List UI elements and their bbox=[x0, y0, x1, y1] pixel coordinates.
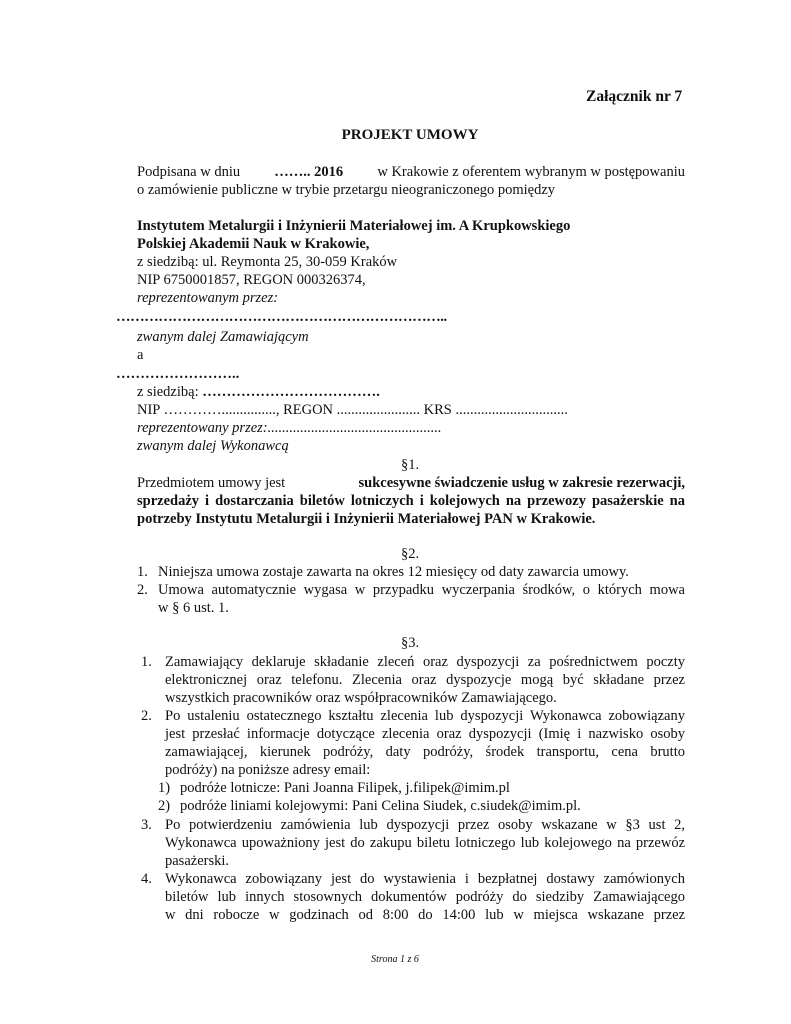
section-1-bold-start: sukcesywne świadczenie usług w zakresie rezerwacji, bbox=[358, 475, 685, 491]
sec2-item-2-line-2: w § 6 ust. 1. bbox=[158, 600, 229, 616]
attachment-label: Załącznik nr 7 bbox=[586, 88, 683, 105]
section-1-line-2: sprzedaży i dostarczania biletów lotniczych i kolejowych na przewozy pasażerskie na bbox=[137, 493, 685, 509]
page-number: Strona 1 z 6 bbox=[371, 954, 419, 965]
sec2-item-2-line-1: Umowa automatycznie wygasa w przypadku wyczerpania środków, o których mowa bbox=[158, 582, 685, 598]
sec3-item-2-line-4: podróży) na poniższe adresy email: bbox=[165, 762, 371, 778]
party1-represented: reprezentowanym przez: bbox=[137, 290, 279, 306]
sec3-item-3-line-3: pasażerski. bbox=[165, 853, 230, 869]
party1-rep-dots: …………………………………………………………….. bbox=[116, 309, 447, 325]
party2-represented: reprezentowany przez:................................................ bbox=[137, 420, 442, 436]
section-2-heading: §2. bbox=[400, 546, 420, 562]
sec3-subitem-1-text: podróże lotnicze: Pani Joanna Filipek, j.filipek@imim.pl bbox=[180, 780, 510, 796]
sec3-item-3-num: 3. bbox=[141, 817, 152, 833]
sec3-item-4-num: 4. bbox=[141, 871, 152, 887]
intro-line-2: o zamówienie publiczne w trybie przetargu nieograniczonego pomiędzy bbox=[137, 182, 556, 198]
party2-address-dots: ………………………………. bbox=[202, 384, 380, 400]
sec2-item-1-num: 1. bbox=[137, 564, 148, 580]
section-1-line-1 bbox=[137, 475, 685, 492]
party2-called: zwanym dalej Wykonawcą bbox=[137, 438, 289, 454]
sec3-item-4-line-2: biletów lub innych stosownych dokumentów podróży do siedziby Zamawiającego bbox=[165, 889, 685, 905]
sec3-item-1-line-1: Zamawiający deklaruje składanie zleceń oraz dyspozycji za pośrednictwem poczty bbox=[165, 654, 685, 670]
party2-address bbox=[137, 384, 380, 401]
sec3-item-2-line-1: Po ustaleniu ostatecznego kształtu zlecenia lub dyspozycji Wykonawca zobowiązany bbox=[165, 708, 685, 724]
intro-rest: w Krakowie z oferentem wybranym w postępowaniu bbox=[377, 164, 685, 180]
sec3-item-2-line-3: zamawiającej, kierunek podróży, daty podróży, środek transportu, cena brutto bbox=[165, 744, 685, 760]
section-1-heading: §1. bbox=[400, 457, 420, 473]
party1-ids: NIP 6750001857, REGON 000326374, bbox=[137, 272, 366, 288]
section-3-heading: §3. bbox=[400, 635, 420, 651]
intro-line-1 bbox=[137, 164, 685, 181]
sec3-subitem-1-num: 1) bbox=[158, 780, 171, 796]
party2-ids: NIP …………..............., REGON ....................... KRS ............................... bbox=[137, 402, 568, 418]
conjunction-a: a bbox=[137, 347, 144, 363]
sec3-item-1-line-2: elektronicznej oraz telefonu. Zlecenia oraz dyspozycje mogą być składane przez bbox=[165, 672, 685, 688]
intro-prefix: Podpisana w dniu bbox=[137, 164, 241, 180]
party1-address: z siedzibą: ul. Reymonta 25, 30-059 Kraków bbox=[137, 254, 398, 270]
party1-called: zwanym dalej Zamawiającym bbox=[137, 329, 309, 345]
sec3-subitem-2-num: 2) bbox=[158, 798, 171, 814]
sec3-item-4-line-1: Wykonawca zobowiązany jest do wystawienia i bezpłatnej dostawy zamówionych bbox=[165, 871, 685, 887]
section-1-plain: Przedmiotem umowy jest bbox=[137, 475, 286, 491]
party1-name-1: Instytutem Metalurgii i Inżynierii Materiałowej im. A Krupkowskiego bbox=[137, 218, 571, 234]
intro-date-placeholder: …….. 2016 bbox=[274, 164, 344, 180]
party2-name-dots: …………………….. bbox=[116, 366, 240, 382]
sec3-item-3-line-2: Wykonawca upoważniony jest do zakupu biletu lotniczego lub kolejowego na przewóz bbox=[165, 835, 685, 851]
party1-name-2: Polskiej Akademii Nauk w Krakowie, bbox=[137, 236, 370, 252]
party2-address-label: z siedzibą: bbox=[137, 384, 199, 400]
sec3-item-1-num: 1. bbox=[141, 654, 152, 670]
section-1-line-3: potrzeby Instytutu Metalurgii i Inżynierii Materiałowej PAN w Krakowie. bbox=[137, 511, 596, 527]
sec3-item-1-line-3: wszystkich pracowników oraz współpracowników Zamawiającego. bbox=[165, 690, 557, 706]
sec3-item-2-num: 2. bbox=[141, 708, 152, 724]
sec3-item-2-line-2: jest przesłać informacje dotyczące zlecenia oraz dyspozycji (Imię i nazwisko osoby bbox=[165, 726, 685, 742]
sec2-item-1-text: Niniejsza umowa zostaje zawarta na okres 12 miesięcy od daty zawarcia umowy. bbox=[158, 564, 629, 580]
document-title: PROJEKT UMOWY bbox=[341, 127, 479, 143]
sec2-item-2-num: 2. bbox=[137, 582, 148, 598]
sec3-subitem-2-text: podróże liniami kolejowymi: Pani Celina Siudek, c.siudek@imim.pl. bbox=[180, 798, 581, 814]
sec3-item-4-line-3: w dni robocze w godzinach od 8:00 do 14:00 lub w miejsca wskazane przez bbox=[165, 907, 685, 923]
sec3-item-3-line-1: Po potwierdzeniu zamówienia lub dyspozycji przez osoby wskazane w §3 ust 2, bbox=[165, 817, 685, 833]
